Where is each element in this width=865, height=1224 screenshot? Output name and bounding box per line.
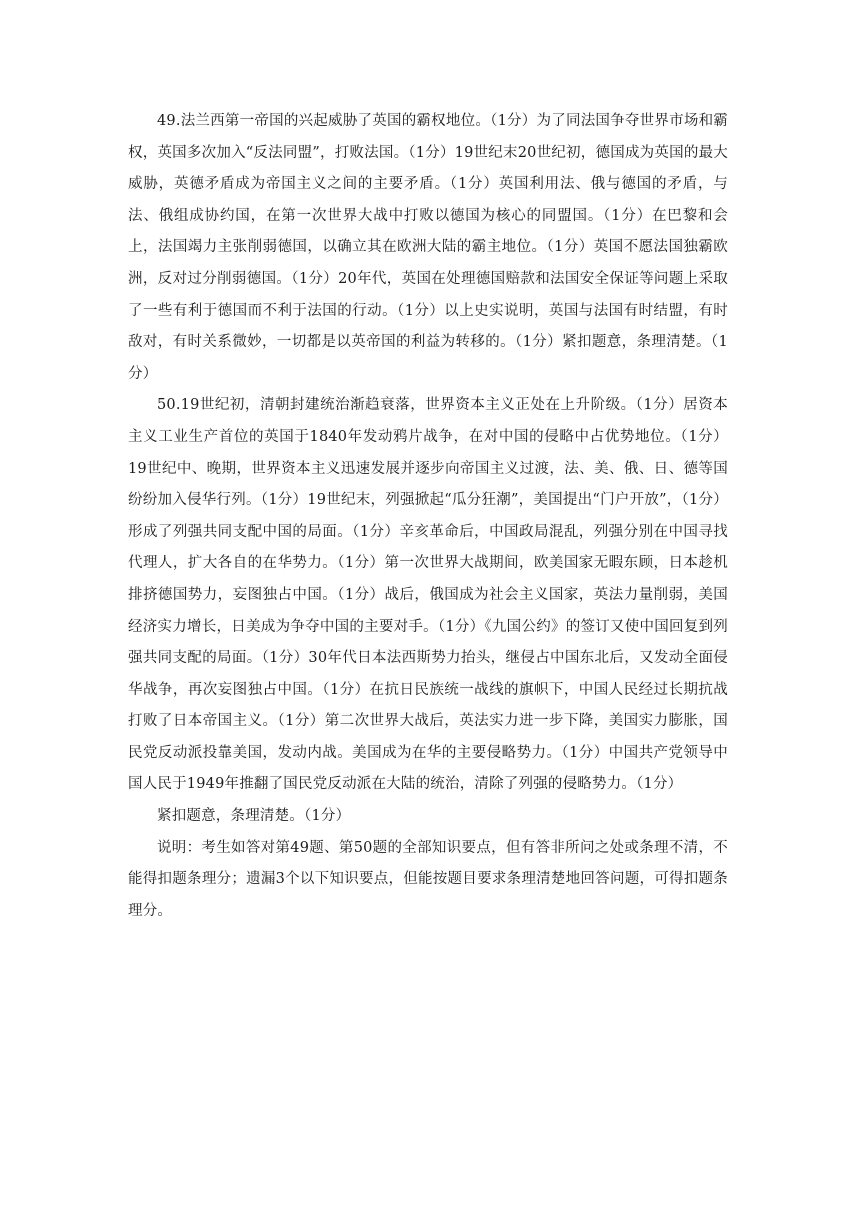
answer-paragraph-50: 50.19世纪初，清朝封建统治渐趋衰落，世界资本主义正处在上升阶级。（1分）居资本主义工业生产首位的英国于1840年发动鸦片战争，在对中国的侵略中占优势地位。（1分）19世纪中、晚期，世界资本主义迅速发展并逐步向帝国主义过渡，法、美、俄、日、德等国纷纷加入侵华行列。（1分）19世纪末，列强掀起“瓜分狂潮”，美国提出“门户开放”，（1分）形成了列强共同支配中国的局面。（1分）辛亥革命后，中国政局混乱，列强分别在中国寻找代理人，扩大各自的在华势力。（1分）第一次世界大战期间，欧美国家无暇东顾，日本趁机排挤德国势力，妄图独占中国。（1分）战后，俄国成为社会主义国家，英法力量削弱，美国经济实力增长，日美成为争夺中国的主要对手。（1分）《九国公约》的签订又使中国回复到列强共同支配的局面。（1分）30年代日本法西斯势力抬头，继侵占中国东北后，又发动全面侵华战争，再次妄图独占中国。（1分）在抗日民族统一战线的旗帜下，中国人民经过长期抗战打败了日本帝国主义。（1分）第二次世界大战后，英法实力进一步下降，美国实力膨胀，国民党反动派投靠美国，发动内战。美国成为在华的主要侵略势力。（1分）中国共产党领导中国人民于1949年推翻了国民党反动派在大陆的统治，清除了列强的侵略势力。（1分） bbox=[128, 397, 728, 793]
explanation-paragraph: 说明：考生如答对第49题、第50题的全部知识要点，但有答非所问之处或条理不清，不能得扣题条理分；遗漏3个以下知识要点，但能按题目要求条理清楚地回答问题，可得扣题条理分。 bbox=[128, 839, 728, 919]
scoring-note-paragraph: 紧扣题意，条理清楚。（1分） bbox=[157, 808, 351, 825]
document-body bbox=[128, 106, 728, 927]
answer-paragraph-49: 49.法兰西第一帝国的兴起威胁了英国的霸权地位。（1分）为了同法国争夺世界市场和霸权，英国多次加入“反法同盟”，打败法国。（1分）19世纪末20世纪初，德国成为英国的最大威胁，英德矛盾成为帝国主义之间的主要矛盾。（1分）英国利用法、俄与德国的矛盾，与法、俄组成协约国，在第一次世界大战中打败以德国为核心的同盟国。（1分）在巴黎和会上，法国竭力主张削弱德国，以确立其在欧洲大陆的霸主地位。（1分）英国不愿法国独霸欧洲，反对过分削弱德国。（1分）20年代，英国在处理德国赔款和法国安全保证等问题上采取了一些有利于德国而不利于法国的行动。（1分）以上史实说明，英国与法国有时结盟，有时敌对，有时关系微妙，一切都是以英帝国的利益为转移的。（1分）紧扣题意，条理清楚。（1分） bbox=[128, 113, 728, 382]
